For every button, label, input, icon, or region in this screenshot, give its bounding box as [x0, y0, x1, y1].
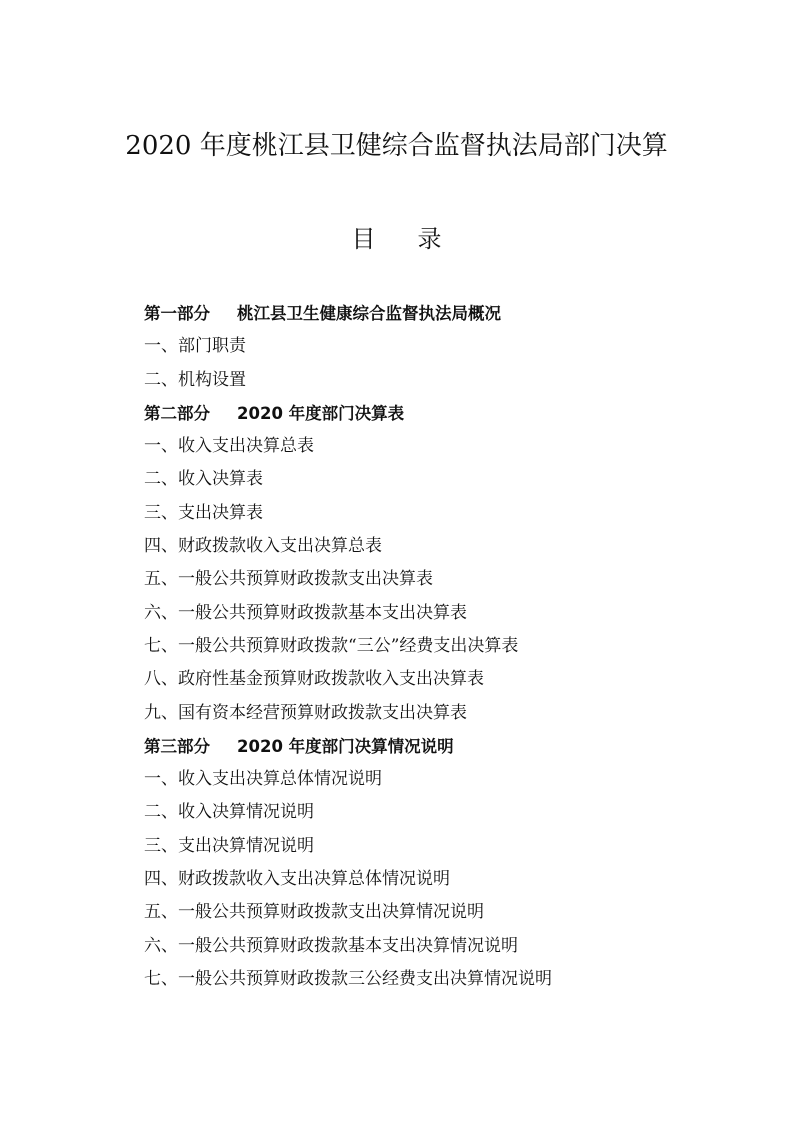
toc-part-number: 第二部分	[144, 403, 210, 423]
table-of-contents	[144, 297, 764, 996]
toc-part-number: 第一部分	[144, 304, 210, 323]
toc-item: 二、收入决算情况说明	[144, 802, 314, 823]
toc-item: 一、部门职责	[144, 336, 246, 357]
toc-item: 八、政府性基金预算财政拨款收入支出决算表	[144, 669, 484, 690]
toc-item: 二、机构设置	[144, 369, 246, 390]
toc-item: 五、一般公共预算财政拨款支出决算表	[144, 569, 433, 590]
toc-item: 三、支出决算情况说明	[144, 835, 314, 856]
toc-item: 五、一般公共预算财政拨款支出决算情况说明	[144, 902, 484, 923]
toc-part-3	[144, 730, 764, 763]
toc-item: 二、收入决算表	[144, 469, 263, 490]
toc-part-title: 2020 年度部门决算表	[237, 403, 405, 423]
toc-heading	[0, 222, 793, 256]
toc-item: 三、支出决算表	[144, 502, 263, 523]
toc-item: 七、一般公共预算财政拨款三公经费支出决算情况说明	[144, 968, 552, 989]
toc-item: 一、收入支出决算总体情况说明	[144, 769, 382, 790]
toc-item: 七、一般公共预算财政拨款“三公”经费支出决算表	[144, 635, 519, 656]
toc-item: 六、一般公共预算财政拨款基本支出决算表	[144, 602, 467, 623]
toc-part-1	[144, 297, 764, 330]
toc-item: 四、财政拨款收入支出决算总体情况说明	[144, 869, 450, 890]
toc-part-title: 桃江县卫生健康综合监督执法局概况	[237, 304, 501, 323]
document-title: 2020 年度桃江县卫健综合监督执法局部门决算	[125, 131, 668, 161]
toc-heading-char-2: 录	[417, 225, 442, 253]
toc-item: 九、国有资本经营预算财政拨款支出决算表	[144, 702, 467, 723]
toc-part-2	[144, 397, 764, 430]
toc-part-title: 2020 年度部门决算情况说明	[237, 736, 454, 756]
toc-part-number: 第三部分	[144, 736, 210, 756]
toc-item: 一、收入支出决算总表	[144, 436, 314, 457]
toc-item: 四、财政拨款收入支出决算总表	[144, 536, 382, 557]
toc-heading-char-1: 目	[351, 225, 376, 253]
toc-item: 六、一般公共预算财政拨款基本支出决算情况说明	[144, 935, 518, 956]
